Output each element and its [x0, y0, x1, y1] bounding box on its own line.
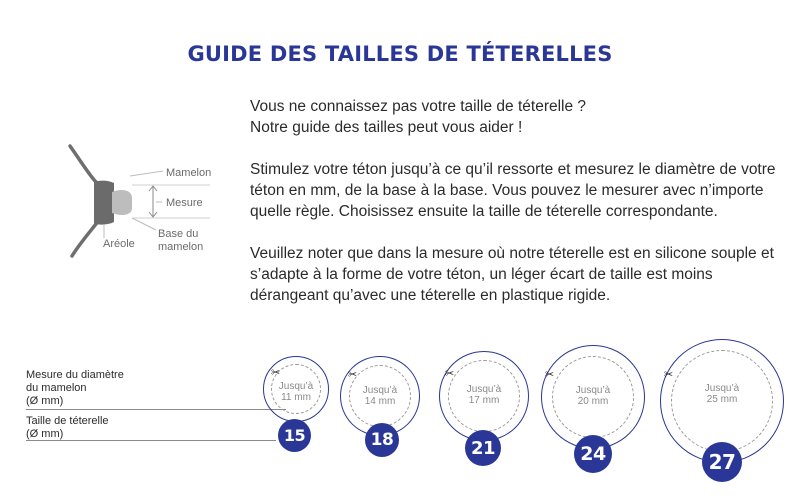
- size-badge: 27: [702, 442, 742, 482]
- size-badge: 15: [278, 419, 311, 452]
- max-diameter-label: Jusqu’à 20 mm: [575, 385, 611, 407]
- intro-paragraph-2: Stimulez votre téton jusqu’à ce qu’il ressorte et mesurez le diamètre de votre téton en mm, de la base à la base. Vous pouvez le mesurer avec n’importe quelle règle. Choisissez ensuite la taille de téterelle correspondante.: [250, 161, 776, 220]
- page-title: GUIDE DES TAILLES DE TÉTERELLES: [187, 42, 613, 66]
- scissors-icon: ✂: [545, 369, 555, 381]
- max-diameter-label: Jusqu’à 17 mm: [466, 384, 502, 406]
- label-mesure: Mesure: [166, 197, 203, 209]
- legend-size-line: [26, 440, 276, 441]
- intro-help: Notre guide des tailles peut vous aider !: [250, 119, 523, 136]
- label-base-du-mamelon: Base du mamelon: [158, 228, 204, 253]
- scissors-icon: ✂: [348, 369, 358, 381]
- legend-size: Taille de téterelle (Ø mm): [26, 415, 109, 440]
- intro-question: Vous ne connaissez pas votre taille de téterelle ?: [250, 98, 587, 115]
- label-mamelon: Mamelon: [166, 167, 212, 179]
- size-badge: 24: [574, 435, 612, 473]
- max-diameter-label: Jusqu’à 14 mm: [362, 385, 398, 407]
- scissors-icon: ✂: [271, 367, 281, 379]
- size-badge: 21: [465, 430, 501, 466]
- max-diameter-label: Jusqu’à 25 mm: [704, 383, 740, 405]
- legend-diameter-line: [26, 409, 286, 410]
- scissors-icon: ✂: [445, 368, 455, 380]
- size-badge: 18: [365, 423, 399, 457]
- intro-text: [250, 96, 790, 327]
- label-areole: Aréole: [103, 238, 135, 250]
- intro-paragraph-1: [250, 96, 790, 138]
- legend-diameter: Mesure du diamètre du mamelon (Ø mm): [26, 369, 124, 407]
- scissors-icon: ✂: [664, 369, 674, 381]
- nipple-diagram: [60, 138, 240, 263]
- breast-profile-illustration: [60, 138, 240, 263]
- intro-paragraph-3: Veuillez noter que dans la mesure où notre téterelle est en silicone souple et s’adapte à la forme de votre téton, un léger écart de taille est moins dérangeant qu’avec une téterelle en plastique rigide.: [250, 245, 774, 304]
- max-diameter-label: Jusqu’à 11 mm: [278, 381, 314, 403]
